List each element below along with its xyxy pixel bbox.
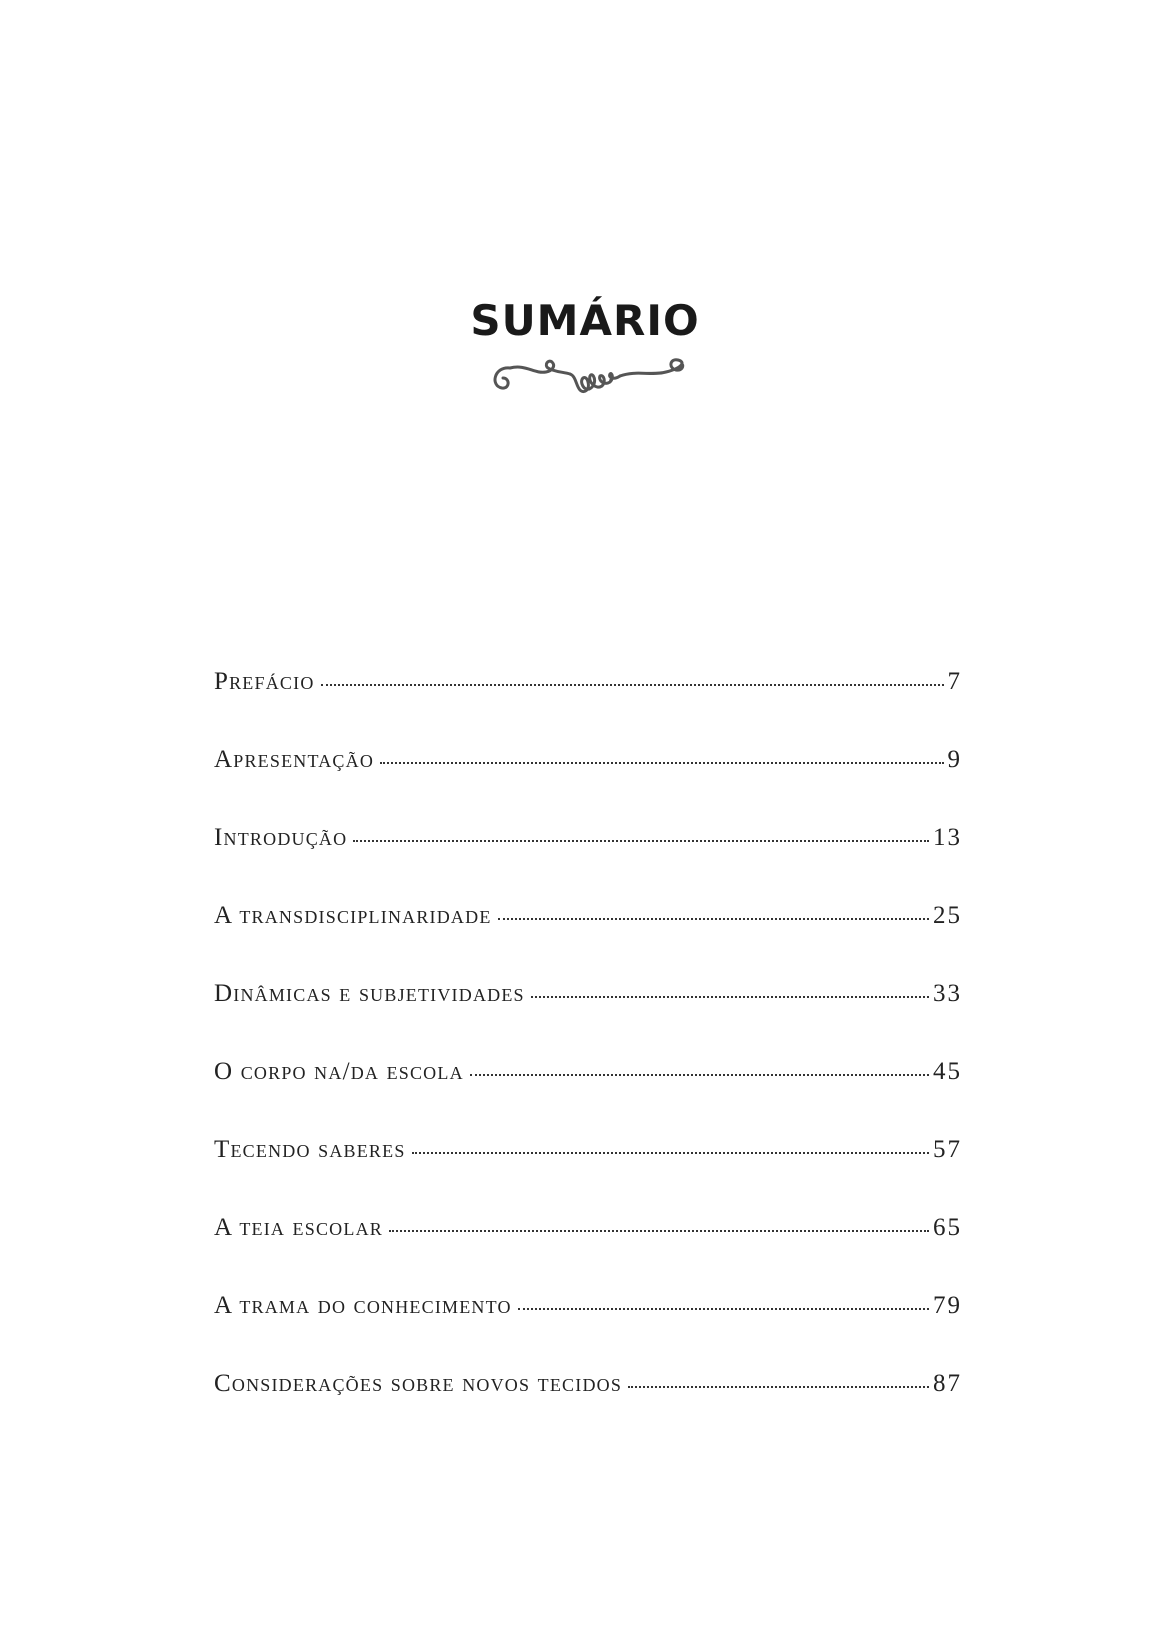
page-title: SUMÁRIO xyxy=(470,296,700,345)
toc-entry-page: 13 xyxy=(933,824,962,851)
dot-leader xyxy=(389,1230,929,1232)
toc-entry-tecendo xyxy=(214,1136,962,1214)
toc-entry-label: Dinâmicas e subjetividades xyxy=(214,980,525,1007)
toc-entry-teia xyxy=(214,1214,962,1292)
toc-entry-corpo xyxy=(214,1058,962,1136)
toc-entry-label: A trama do conhecimento xyxy=(214,1292,512,1319)
toc-entry-label: Apresentação xyxy=(214,746,375,773)
dot-leader xyxy=(412,1152,929,1154)
toc-entry-transdisciplinaridade xyxy=(214,902,962,980)
toc-entry-label: A teia escolar xyxy=(214,1214,383,1241)
toc-entry-label: Introdução xyxy=(214,824,348,851)
toc-entry-prefacio xyxy=(214,668,962,746)
toc-entry-page: 87 xyxy=(933,1370,962,1397)
toc-entry-page: 57 xyxy=(933,1136,962,1163)
toc-entry-page: 7 xyxy=(947,668,962,695)
toc-entry-page: 33 xyxy=(933,980,962,1007)
toc-entry-trama xyxy=(214,1292,962,1370)
toc-entry-dinamicas xyxy=(214,980,962,1058)
toc-entry-consideracoes xyxy=(214,1370,962,1448)
dot-leader xyxy=(321,684,944,686)
toc-entry-page: 9 xyxy=(947,746,962,773)
dot-leader xyxy=(380,762,943,764)
toc-entry-page: 25 xyxy=(933,902,962,929)
dot-leader xyxy=(498,918,929,920)
toc-entry-label: A transdisciplinaridade xyxy=(214,902,492,929)
dot-leader xyxy=(518,1308,929,1310)
toc-entry-label: Prefácio xyxy=(214,668,315,695)
toc-entry-introducao xyxy=(214,824,962,902)
toc-entry-label: O corpo na/da escola xyxy=(214,1058,464,1085)
table-of-contents xyxy=(214,668,962,1448)
toc-entry-page: 79 xyxy=(933,1292,962,1319)
toc-entry-page: 65 xyxy=(933,1214,962,1241)
toc-entry-label: Tecendo saberes xyxy=(214,1136,406,1163)
toc-entry-label: Considerações sobre novos tecidos xyxy=(214,1370,623,1397)
toc-entry-apresentacao xyxy=(214,746,962,824)
dot-leader xyxy=(353,840,929,842)
dot-leader xyxy=(628,1386,929,1388)
toc-entry-page: 45 xyxy=(933,1058,962,1085)
scroll-flourish-icon xyxy=(486,356,692,406)
dot-leader xyxy=(531,996,929,998)
dot-leader xyxy=(470,1074,929,1076)
